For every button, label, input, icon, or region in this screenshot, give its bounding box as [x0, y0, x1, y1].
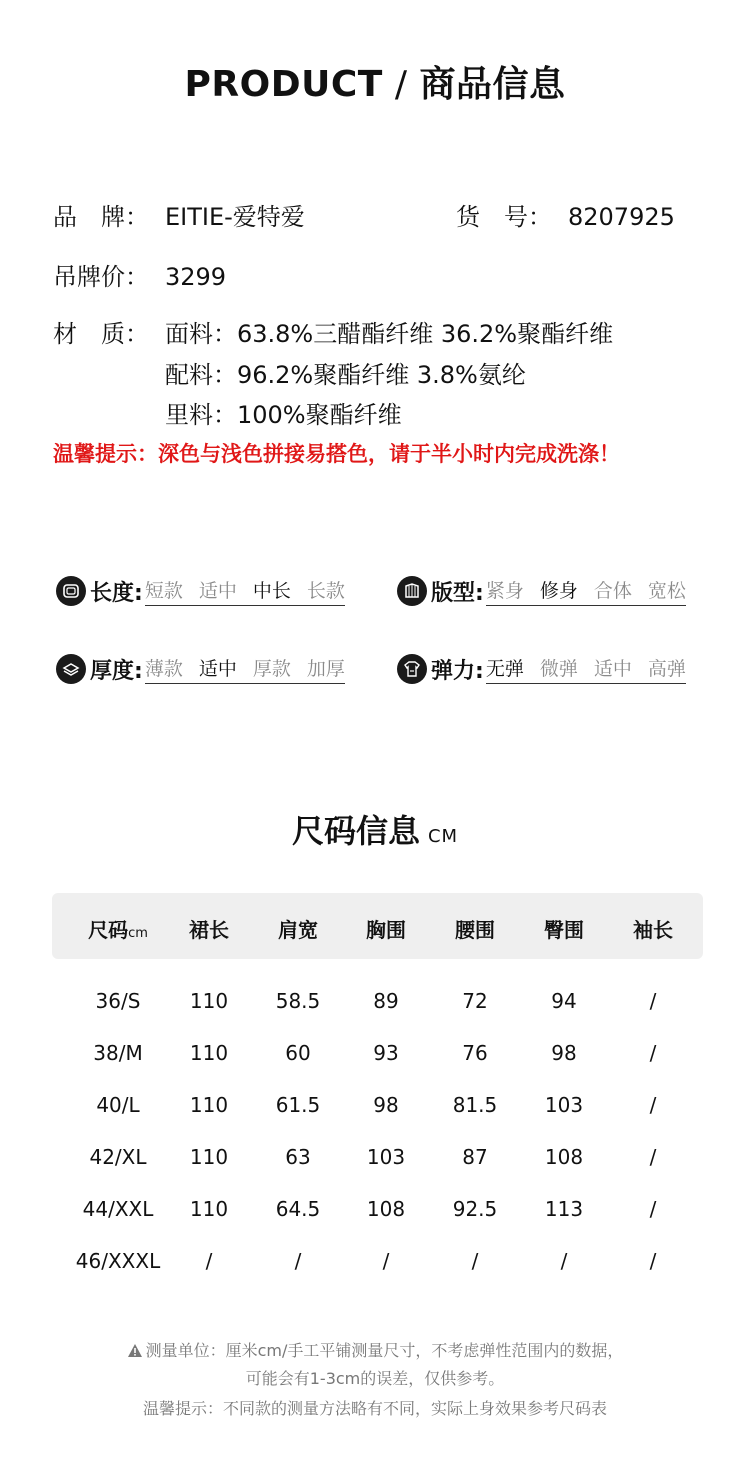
attr-thickness [56, 651, 345, 687]
header-cell: 腰围 [455, 918, 495, 942]
table-cell: / [649, 1197, 657, 1221]
size-title-text: 尺码信息 [291, 812, 420, 850]
length-options [145, 576, 345, 606]
thickness-option: 加厚 [306, 658, 345, 680]
elasticity-option: 无弹 [485, 658, 524, 680]
size-label-cell: 38/M [93, 1041, 143, 1065]
title-en: PRODUCT [184, 64, 383, 105]
table-cell: / [382, 1249, 390, 1273]
length-icon [56, 576, 86, 606]
price-row [53, 257, 226, 292]
fit-options [486, 576, 686, 606]
sku-value: 8207925 [568, 203, 675, 231]
warning-icon [127, 1343, 143, 1358]
measure-note-3: 温馨提示：不同款的测量方法略有不同，实际上身效果参考尺码表 [142, 1399, 607, 1418]
title-cn: 商品信息 [419, 64, 566, 105]
table-cell: 72 [462, 989, 488, 1013]
elasticity-icon [397, 654, 427, 684]
material-label: 材 质： [53, 320, 149, 348]
attr-fit [397, 573, 686, 609]
size-label-cell: 42/XL [89, 1145, 147, 1169]
fit-option: 合体 [593, 580, 632, 602]
elasticity-label: 弹力: [431, 658, 484, 684]
material-row [53, 314, 613, 349]
table-cell: 58.5 [275, 989, 321, 1013]
fit-option: 宽松 [647, 580, 686, 602]
table-cell: / [649, 1145, 657, 1169]
table-cell: 103 [544, 1093, 584, 1117]
wash-warning: 温馨提示：深色与浅色拼接易搭色，请于半小时内完成洗涤！ [53, 442, 620, 466]
table-cell: 89 [373, 989, 399, 1013]
table-cell: / [649, 989, 657, 1013]
table-cell: / [649, 1093, 657, 1117]
title-separator: / [394, 64, 408, 105]
price-label: 吊牌价： [53, 263, 149, 291]
thickness-option: 薄款 [144, 658, 183, 680]
brand-label: 品 牌： [53, 203, 149, 231]
table-cell: / [205, 1249, 213, 1273]
table-cell: 87 [462, 1145, 488, 1169]
lining-value: 里料：100%聚酯纤维 [165, 401, 402, 429]
length-option: 中长 [252, 580, 291, 602]
length-option: 短款 [144, 580, 183, 602]
size-label-cell: 40/L [96, 1093, 140, 1117]
measure-note-2: 可能会有1-3cm的误差，仅供参考。 [245, 1369, 505, 1388]
fit-option: 紧身 [485, 580, 524, 602]
elasticity-options [486, 654, 686, 684]
table-cell: 108 [366, 1197, 406, 1221]
attr-elasticity [397, 651, 686, 687]
size-label-cell: 36/S [95, 989, 141, 1013]
table-cell: 92.5 [452, 1197, 498, 1221]
price-value: 3299 [165, 263, 227, 291]
table-cell: 103 [366, 1145, 406, 1169]
fit-icon [397, 576, 427, 606]
brand-value: EITIE-爱特爱 [165, 203, 305, 231]
sku-row [456, 197, 675, 232]
table-cell: 76 [462, 1041, 488, 1065]
thickness-option: 适中 [198, 658, 237, 680]
measure-note-1 [0, 1338, 750, 1361]
length-option: 适中 [198, 580, 237, 602]
table-cell: 98 [373, 1093, 399, 1117]
fit-label: 版型: [431, 580, 484, 606]
header-size-unit: cm [128, 926, 148, 941]
table-cell: / [560, 1249, 568, 1273]
table-cell: 110 [189, 1041, 229, 1065]
thickness-option: 厚款 [252, 658, 291, 680]
fit-option: 修身 [539, 580, 578, 602]
table-cell: 98 [551, 1041, 577, 1065]
header-size-text: 尺码 [88, 918, 129, 942]
table-cell: 108 [544, 1145, 584, 1169]
table-cell: 110 [189, 1197, 229, 1221]
thickness-icon [56, 654, 86, 684]
size-table-header [52, 893, 703, 959]
table-cell: 81.5 [452, 1093, 498, 1117]
size-section-title [0, 806, 750, 852]
size-title-unit: CM [427, 826, 459, 847]
length-label: 长度: [90, 580, 143, 606]
table-cell: 113 [544, 1197, 584, 1221]
size-label-cell: 46/XXXL [75, 1249, 161, 1273]
table-cell: 93 [373, 1041, 399, 1065]
table-cell: 64.5 [275, 1197, 321, 1221]
table-cell: / [471, 1249, 479, 1273]
header-cell: 袖长 [633, 918, 673, 942]
table-cell: / [649, 1041, 657, 1065]
elasticity-option: 适中 [593, 658, 632, 680]
page-title [0, 56, 750, 107]
table-cell: 110 [189, 989, 229, 1013]
thickness-options [145, 654, 345, 684]
thickness-label: 厚度: [90, 658, 143, 684]
table-cell: / [649, 1249, 657, 1273]
size-label-cell: 44/XXL [82, 1197, 154, 1221]
table-cell: 63 [285, 1145, 311, 1169]
brand-row [53, 197, 305, 232]
header-cell: 肩宽 [278, 918, 318, 942]
trim-value: 配料：96.2%聚酯纤维 3.8%氨纶 [165, 361, 526, 389]
elasticity-option: 高弹 [647, 658, 686, 680]
measure-note-1-text: 测量单位：厘米cm/手工平铺测量尺寸，不考虑弹性范围内的数据， [145, 1341, 624, 1360]
header-size [68, 914, 168, 943]
table-cell: 60 [285, 1041, 311, 1065]
table-cell: / [294, 1249, 302, 1273]
table-cell: 110 [189, 1093, 229, 1117]
table-cell: 61.5 [275, 1093, 321, 1117]
length-option: 长款 [306, 580, 345, 602]
fabric-value: 面料：63.8%三醋酯纤维 36.2%聚酯纤维 [165, 320, 614, 348]
header-cell: 胸围 [366, 918, 406, 942]
table-cell: 94 [551, 989, 577, 1013]
elasticity-option: 微弹 [539, 658, 578, 680]
attr-length [56, 573, 345, 609]
header-cell: 臀围 [544, 918, 584, 942]
table-cell: 110 [189, 1145, 229, 1169]
header-cell: 裙长 [189, 918, 229, 942]
sku-label: 货 号： [456, 203, 552, 231]
